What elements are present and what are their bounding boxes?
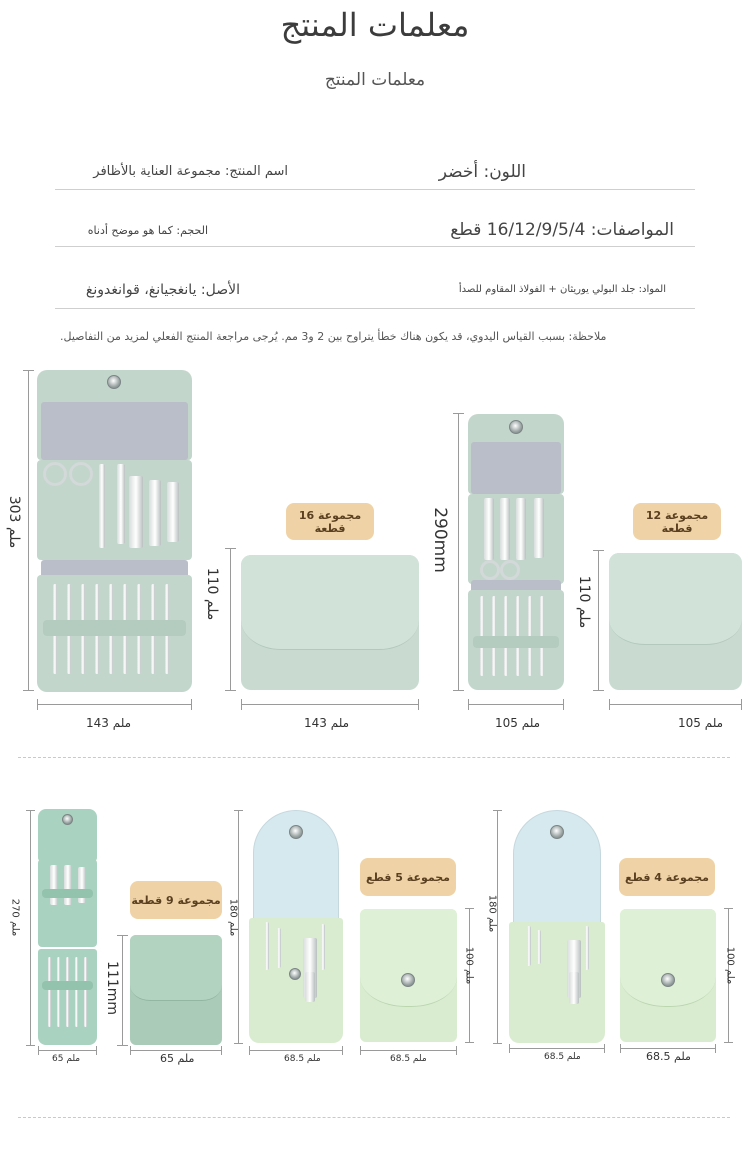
dimension-line <box>37 704 192 705</box>
dimension-tick <box>456 1046 457 1055</box>
spec-origin: الأصل: يانغجيانغ، قوانغدونغ <box>85 282 240 298</box>
dimension-line <box>122 935 123 1046</box>
kit-strap <box>43 620 186 636</box>
dimension-line <box>509 1048 605 1049</box>
nail-clipper-icon <box>500 498 510 560</box>
dimension-tick <box>117 935 128 936</box>
dimension-tick <box>360 1046 361 1055</box>
dimension-tick <box>38 1046 39 1055</box>
nail-clipper-icon <box>64 865 72 905</box>
pouch-flap <box>620 909 716 1007</box>
nail-clipper-icon <box>149 480 161 546</box>
spec-material: المواد: جلد البولي يوريثان + الفولاذ المقاوم للصدأ <box>458 284 666 295</box>
nail-clipper-icon <box>50 865 58 905</box>
dimension-tick <box>453 413 464 414</box>
set4-open-kit <box>509 810 605 1043</box>
pouch-flap <box>241 555 419 650</box>
dimension-line <box>620 1048 716 1049</box>
kit-strap <box>473 636 559 648</box>
dimension-tick <box>96 1046 97 1055</box>
dimension-tick <box>465 1042 474 1043</box>
set5-closed-height: 100 ملم <box>463 946 475 985</box>
dimension-tick <box>620 1044 621 1053</box>
set5-open-width: 68.5 ملم <box>284 1054 321 1064</box>
dimension-line <box>609 704 742 705</box>
set5-closed-width: 68.5 ملم <box>390 1054 427 1064</box>
set12-open-width: 105 ملم <box>495 716 541 730</box>
dimension-tick <box>234 1043 243 1044</box>
dimension-tick <box>191 699 192 710</box>
dimension-line <box>130 1050 222 1051</box>
dimension-tick <box>342 1046 343 1055</box>
nail-clipper-icon <box>516 498 526 560</box>
pouch-flap <box>130 935 222 1001</box>
dimension-tick <box>724 908 733 909</box>
kit-strap <box>42 889 93 898</box>
dimension-tick <box>26 1045 35 1046</box>
snap-button-icon <box>62 814 73 825</box>
page-subtitle: معلمات المنتج <box>324 70 426 90</box>
dimension-tick <box>493 810 502 811</box>
dimension-tick <box>509 1044 510 1053</box>
set9-badge: مجموعة 9 قطعة <box>130 881 222 919</box>
nail-tool-icon <box>99 464 105 548</box>
dimension-tick <box>23 370 34 371</box>
set9-closed-width: 65 ملم <box>160 1052 195 1065</box>
measurement-note: ملاحظة: بسبب القياس اليدوي، قد يكون هناك خطأ يتراوح بين 2 و3 مم. يُرجى مراجعة المنتج الفعلي لمزيد من التفاصيل. <box>60 330 607 343</box>
nail-tool-icon <box>277 928 281 968</box>
section-divider <box>18 1117 730 1118</box>
dimension-tick <box>37 699 38 710</box>
scissors-icon <box>480 560 500 580</box>
nail-tool-icon <box>75 957 78 1027</box>
set16-closed-pouch <box>241 555 419 690</box>
set16-open-width: 143 ملم <box>86 716 132 730</box>
set4-closed-pouch <box>620 909 716 1042</box>
nail-tool-icon <box>321 924 325 970</box>
nail-tool-icon <box>585 926 589 970</box>
kit-liner <box>471 442 561 494</box>
dimension-tick <box>563 699 564 710</box>
kit-strap <box>42 981 93 990</box>
dimension-tick <box>609 699 610 710</box>
set12-badge: مجموعة 12 قطعة <box>633 503 721 540</box>
set9-open-kit <box>38 809 97 1045</box>
nail-tool-icon <box>84 957 87 1027</box>
set12-open-height: 290mm <box>430 507 450 573</box>
snap-button-icon <box>107 375 121 389</box>
set4-badge: مجموعة 4 قطع <box>619 858 715 896</box>
dimension-tick <box>468 699 469 710</box>
set16-closed-height: 110 ملم <box>204 567 220 621</box>
dimension-tick <box>130 1046 131 1055</box>
nail-clipper-icon <box>484 498 494 560</box>
dimension-tick <box>225 690 236 691</box>
set9-open-width: 65 ملم <box>52 1054 81 1064</box>
nail-clipper-icon <box>534 498 544 558</box>
dimension-tick <box>741 699 742 710</box>
spec-color: اللون: أخضر <box>438 162 526 182</box>
snap-button-icon <box>289 825 303 839</box>
dimension-tick <box>23 690 34 691</box>
set16-badge: مجموعة 16 قطعة <box>286 503 374 540</box>
nail-clipper-icon <box>167 482 179 542</box>
set4-closed-height: 100 ملم <box>724 946 736 985</box>
nail-file-icon <box>305 972 315 1002</box>
spec-row-divider <box>55 189 695 190</box>
pouch-flap <box>360 909 457 1007</box>
set5-closed-pouch <box>360 909 457 1042</box>
set9-closed-height: 111mm <box>104 961 120 1015</box>
nail-tool-icon <box>265 922 269 970</box>
set16-open-kit <box>37 370 192 692</box>
dimension-tick <box>465 908 474 909</box>
set16-open-height: 303 ملم <box>6 495 22 549</box>
spec-specification: المواصفات: 16/12/9/5/4 قطع <box>450 220 674 240</box>
set4-open-height: 180 ملم <box>486 894 498 933</box>
dimension-tick <box>26 810 35 811</box>
dimension-line <box>598 550 599 690</box>
snap-button-icon <box>289 968 301 980</box>
dimension-tick <box>241 699 242 710</box>
dimension-line <box>38 1050 97 1051</box>
page-title: معلمات المنتج <box>280 6 470 44</box>
snap-button-icon <box>661 973 675 987</box>
dimension-line <box>468 704 564 705</box>
kit-lower-panel <box>509 922 605 1043</box>
dimension-line <box>30 810 31 1045</box>
dimension-tick <box>221 1046 222 1055</box>
dimension-line <box>249 1050 343 1051</box>
nail-file-icon <box>569 972 579 1004</box>
dimension-tick <box>453 690 464 691</box>
set4-open-width: 68.5 ملم <box>544 1052 581 1062</box>
set9-open-height: 270 ملم <box>9 898 21 937</box>
dimension-tick <box>249 1046 250 1055</box>
set12-closed-width: 105 ملم <box>678 716 724 730</box>
scissors-icon <box>500 560 520 580</box>
dimension-tick <box>715 1044 716 1053</box>
dimension-tick <box>724 1042 733 1043</box>
nail-tool-icon <box>66 957 69 1027</box>
dimension-tick <box>418 699 419 710</box>
dimension-tick <box>234 810 243 811</box>
scissors-icon <box>69 462 93 486</box>
nail-tool-icon <box>527 926 531 966</box>
section-divider <box>18 757 730 758</box>
nail-clipper-icon <box>129 476 143 548</box>
set5-open-height: 180 ملم <box>227 898 239 937</box>
dimension-tick <box>117 1045 128 1046</box>
dimension-line <box>458 413 459 690</box>
spec-row-divider <box>55 246 695 247</box>
spec-product-name: اسم المنتج: مجموعة العناية بالأظافر <box>93 164 288 179</box>
kit-liner <box>41 402 188 460</box>
set4-closed-width: 68.5 ملم <box>646 1050 691 1063</box>
dimension-tick <box>604 1044 605 1053</box>
dimension-line <box>241 704 419 705</box>
dimension-tick <box>593 550 604 551</box>
kit-lower-panel <box>249 918 343 1043</box>
set16-closed-width: 143 ملم <box>304 716 350 730</box>
nail-tool-icon <box>57 957 60 1027</box>
set12-open-kit <box>468 414 564 690</box>
set12-closed-height: 110 ملم <box>576 575 592 629</box>
dimension-line <box>28 370 29 690</box>
snap-button-icon <box>509 420 523 434</box>
spec-row-divider <box>55 308 695 309</box>
snap-button-icon <box>550 825 564 839</box>
nail-tool-icon <box>117 464 125 544</box>
pouch-flap <box>609 553 742 645</box>
dimension-line <box>360 1050 457 1051</box>
nail-tool-icon <box>537 930 541 964</box>
dimension-tick <box>225 548 236 549</box>
spec-size: الحجم: كما هو موضح أدناه <box>87 224 208 237</box>
set5-open-kit <box>249 810 343 1043</box>
set12-closed-pouch <box>609 553 742 690</box>
nail-tool-icon <box>48 957 51 1027</box>
dimension-tick <box>593 690 604 691</box>
dimension-tick <box>493 1043 502 1044</box>
set5-badge: مجموعة 5 قطع <box>360 858 456 896</box>
scissors-icon <box>43 462 67 486</box>
set9-closed-pouch <box>130 935 222 1045</box>
snap-button-icon <box>401 973 415 987</box>
dimension-line <box>230 548 231 690</box>
